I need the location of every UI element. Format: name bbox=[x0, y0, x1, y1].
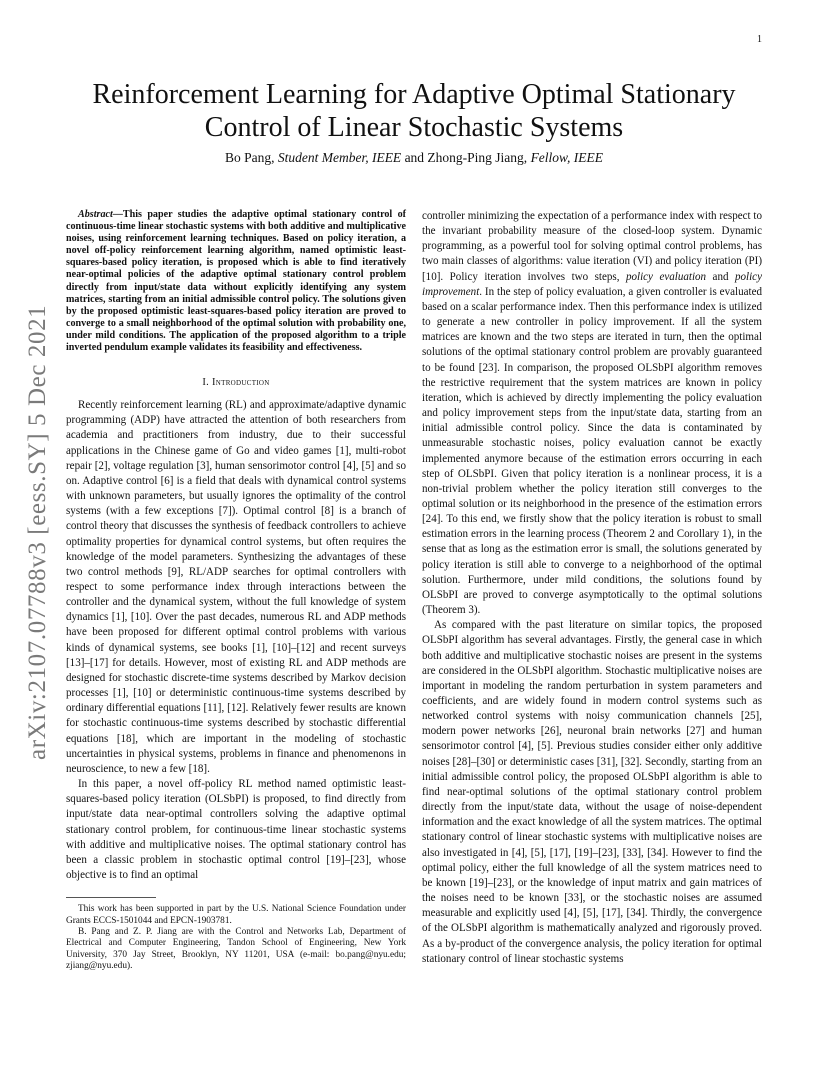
paper-title: Reinforcement Learning for Adaptive Optimal Stationary Control of Linear Stochastic Systems bbox=[92, 79, 736, 143]
abstract-label: Abstract bbox=[78, 209, 113, 220]
author-1-role: Student Member, IEEE bbox=[277, 150, 402, 165]
author-1-name: Bo Pang, bbox=[224, 150, 278, 165]
right-p1-part1: controller minimizing the expectation of a performance index with respect to the invariant probability measure of the closed-loop system. Dynamic programming, as a powerful tool for solving optimal control problems, has two main classes of algorithms: value iteration (VI) and policy iteration (PI) [10]. Policy iteration involves two steps, bbox=[422, 210, 762, 283]
intro-paragraph-2: In this paper, a novel off-policy RL method named optimistic least-squares-based policy iteration (OLSbPI) is proposed, to find directly from input/state data near-optimal controllers solving the adaptive optimal stationary control problem, for continuous-time linear stochastic systems with additive and multiplicative noises. The optimal stationary control has been a classic problem in stochastic optimal control [19]–[23], whose objective is to find an optimal bbox=[66, 778, 406, 881]
right-p1-part3: . In the step of policy evaluation, a given controller is evaluated based on a scalar performance index. Then this performance index is utilized to generate a new controller in policy improvement. If all the system matrices are known and the two steps are iterated in turn, then the optimal solutions of the optimal stationary control problem are provably guaranteed to be found [23]. In comparison, the proposed OLSbPI algorithm removes the restrictive requirement that the system matrices are known in policy iteration, which is achieved by directly implementing the policy evaluation and policy improvement steps from the input/state data, starting from an initial admissible control policy. Since the data is contaminated by unmeasurable stochastic noises, policy evaluation cannot be exactly implemented anymore because of the estimation errors occurring in each step of OLSbPI. Given that policy iteration is a nonlinear process, it is a non-trivial problem whether the policy iteration still converges to the optimal solution or its neighborhood in the presence of the estimation errors [24]. To this end, we firstly show that the policy iteration is robust to small estimation errors in the learning process (Theorem 2 and Corollary 1), in the sense that as long as the estimation error is small, the solutions generated by policy iteration is still able to converge to a neighborhood of the optimal solution. Furthermore, under mild conditions, the solutions found by OLSbPI are proved to converge asymptotically to the optimal solutions (Theorem 3). bbox=[422, 285, 762, 617]
author-2-role: Fellow, IEEE bbox=[530, 150, 604, 165]
right-paragraph-1 bbox=[422, 209, 762, 618]
right-p1-emphasis-2: policy improvement bbox=[422, 270, 762, 298]
right-column bbox=[422, 209, 762, 967]
left-column bbox=[66, 209, 406, 973]
arxiv-stamp: arXiv:2107.07788v3 [eess.SY] 5 Dec 2021 bbox=[24, 304, 51, 760]
right-paragraph-2: As compared with the past literature on similar topics, the proposed OLSbPI algorithm has several advantages. Firstly, the general case in which both additive and multiplicative stochastic noises are present in the systems are considered in the OLSbPI algorithm. Stochastic multiplicative noises are important in modeling the random perturbation in system parameters and coefficients, and are widely found in modern control systems such as networked control systems with noisy communication channels [25], modern power networks [26], neuronal brain networks [27] and human sensorimotor control [4], [5]. Previous studies consider either only additive noises [28]–[30] or deterministic cases [31], [32]. Secondly, starting from an initial admissible control policy, the proposed OLSbPI algorithm is able to find near-optimal solutions of the optimal stationary control problem directly from the input/state data, without the usage of noise-dependent information and the exact knowledge of all the system matrices. The optimal stationary control of linear stochastic systems with multiplicative noises are also investigated in [4], [5], [17], [19]–[23], [33], [34]. However to find the optimal policy, either the full knowledge of all the system matrices need to be known [19]–[23], or the knowledge of input matrix and gain matrices of the noises need to be known [33], or the stochastic noises are assumed measurable and explicitly used [4], [5], [17], [34]. Thirdly, the convergence of the OLSbPI algorithm is mathematically analyzed and rigorously proved. As a by-product of the convergence analysis, the policy iteration for optimal stationary control of linear stochastic systems bbox=[422, 619, 762, 965]
intro-paragraph-1: Recently reinforcement learning (RL) and approximate/adaptive dynamic programming (ADP) have attracted the attention of both researchers from academia and practitioners from industry, due to their successful applications in the Chinese game of Go and video games [1], multi-robot repair [2], voltage regulation [3], human sensorimotor control [4], [5] and so on. Adaptive control [6] is a field that deals with dynamical control systems with unknown parameters, but usually ignores the optimality of the control systems (with a few exceptions [7]). Optimal control [8] is a branch of control theory that discusses the synthesis of feedback controllers to achieve optimality properties for dynamical control systems, but often requires the knowledge of the model parameters. Synthesizing the advantages of these two control methods [9], RL/ADP searches for optimal controllers with respect to some performance index through interactions between the controller and the dynamical system, without the full knowledge of system dynamics [1], [10]. Over the past decades, numerous RL and ADP methods have been proposed for different optimal control problems with various kinds of dynamical systems, see books [1], [10]–[12] and recent surveys [13]–[17] for details. However, most of existing RL and ADP methods are designed for stochastic discrete-time systems described by Markov decision processes [1], [10] or deterministic continuous-time systems described by ordinary differential equations [11], [12]. Relatively fewer results are known for stochastic continuous-time systems described by stochastic differential equations [18], which are important in the modeling of stochastic uncertainties in physical systems, problems in finance and phenomenons in neuroscience, to new a few [18]. bbox=[66, 399, 406, 775]
author-line bbox=[60, 150, 768, 166]
footnote-rule bbox=[66, 897, 156, 898]
abstract-text: —This paper studies the adaptive optimal stationary control of continuous-time linear stochastic systems with both additive and multiplicative noises, using reinforcement learning techniques. Based on policy iteration, a novel off-policy reinforcement learning algorithm, named optimistic least-squares-based policy iteration, is proposed which is able to find iteratively near-optimal policies of the adaptive optimal stationary control problem directly from input/state data without explicitly identifying any system matrices, starting from an initial admissible control policy. The solutions given by the proposed optimistic least-squares-based policy iteration are proved to converge to a small neighborhood of the optimal solution with probability one, under mild conditions. The application of the proposed algorithm to a triple inverted pendulum example validates its feasibility and effectiveness. bbox=[66, 209, 406, 354]
footnote-affiliation: B. Pang and Z. P. Jiang are with the Control and Networks Lab, Department of Electrical and Computer Engineering, Tandon School of Engineering, New York University, 370 Jay Street, Brooklyn, NY 11201, USA (e-mail: bo.pang@nyu.edu; zjiang@nyu.edu). bbox=[66, 926, 406, 972]
author-conjunction: and Zhong-Ping Jiang, bbox=[401, 150, 531, 165]
footnote-funding: This work has been supported in part by the U.S. National Science Foundation under Grants ECCS-1501044 and EPCN-1903781. bbox=[66, 904, 406, 926]
abstract bbox=[66, 209, 406, 354]
right-p1-emphasis-1: policy evaluation bbox=[625, 270, 707, 283]
right-p1-part2: and bbox=[706, 270, 735, 283]
section-heading-introduction: I. Introduction bbox=[202, 377, 270, 389]
page-number: 1 bbox=[757, 34, 762, 45]
